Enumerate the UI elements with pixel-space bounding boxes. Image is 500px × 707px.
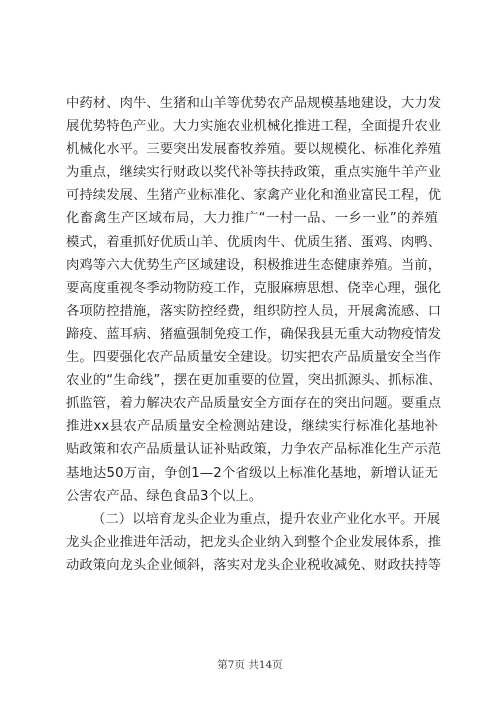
text-line: 动政策向龙头企业倾斜，落实对龙头企业税收减免、财政扶持等 xyxy=(66,557,442,573)
text-line: 生。四要强化农产品质量安全建设。切实把农产品质量安全当作 xyxy=(66,350,442,366)
text-line: 化畜禽生产区域布局，大力推广“一村一品、一乡一业”的养殖 xyxy=(66,211,438,227)
text-line: 各项防控措施，落实防控经费，组织防控人员，开展禽流感、口 xyxy=(66,303,442,319)
text-line: 展优势特色产业。大力实施农业机械化推进工程，全面提升农业 xyxy=(66,119,442,135)
text-line: 肉鸡等六大优势生产区域建设，积极推进生态健康养殖。当前， xyxy=(66,257,442,273)
text-line: 机械化水平。三要突出发展畜牧养殖。要以规模化、标准化养殖 xyxy=(66,142,442,158)
text-line: 贴政策和农产品质量认证补贴政策，力争农产品标准化生产示范 xyxy=(66,442,442,458)
text-line: 蹄疫、蓝耳病、猪瘟强制免疫工作，确保我县无重大动物疫情发 xyxy=(66,326,442,342)
paragraph-livestock xyxy=(66,92,442,508)
paragraph-leading-enterprises xyxy=(66,508,442,577)
text-line: 可持续发展、生猪产业标准化、家禽产业化和渔业富民工程，优 xyxy=(66,188,442,204)
document-body xyxy=(66,92,442,577)
text-line: 中药材、肉牛、生猪和山羊等优势农产品规模基地建设，大力发 xyxy=(66,96,442,111)
page-number-footer: 第7页 共14页 xyxy=(217,659,283,671)
text-line: 要高度重视冬季动物防疫工作，克服麻痹思想、侥幸心理，强化 xyxy=(66,280,442,296)
text-line: 模式，着重抓好优质山羊、优质肉牛、优质生猪、蛋鸡、肉鸭、 xyxy=(66,234,442,250)
text-line: 农业的“生命线”，摆在更加重要的位置，突出抓源头、抓标准、 xyxy=(66,373,442,389)
text-line: 为重点，继续实行财政以奖代补等扶持政策，重点实施牛羊产业 xyxy=(66,165,442,181)
text-line: 抓监管，着力解决农产品质量安全方面存在的突出问题。要重点 xyxy=(66,396,442,412)
text-line: 基地达50万亩，争创1—2个省级以上标准化基地，新增认证无 xyxy=(66,465,438,481)
text-line: 龙头企业推进年活动，把龙头企业纳入到整个企业发展体系，推 xyxy=(66,534,442,550)
text-line: 推进xx县农产品质量安全检测站建设，继续实行标准化基地补 xyxy=(66,419,438,435)
text-line-indented: （二）以培育龙头企业为重点，提升农业产业化水平。开展 xyxy=(92,511,441,527)
text-line: 公害农产品、绿色食品3个以上。 xyxy=(66,488,263,504)
